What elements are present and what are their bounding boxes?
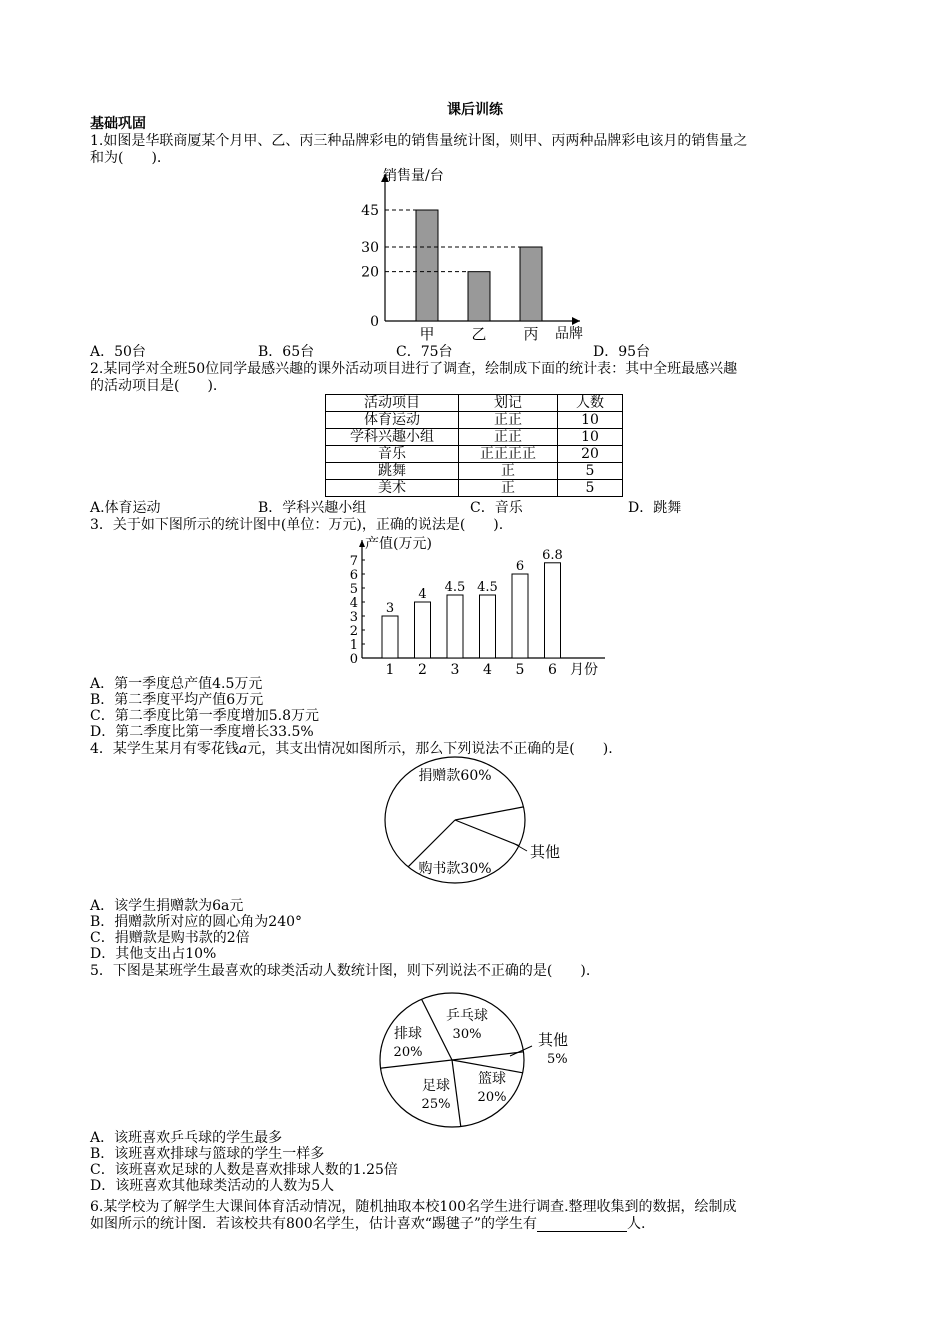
table-cell: 正正: [459, 412, 558, 429]
data-label: 4: [418, 587, 427, 602]
x-tick-label: 丙: [523, 325, 539, 343]
y-tick-label: 2: [349, 624, 358, 639]
table-cell: 正: [459, 463, 558, 480]
chart2-bar-chart: [330, 534, 620, 676]
table-cell: 正: [459, 480, 558, 497]
q3-option-c: C．第二季度比第一季度增加5.8万元: [90, 708, 319, 724]
slice-label-basketball-pct: 20%: [477, 1090, 507, 1105]
table-cell: 5: [558, 480, 623, 497]
x-tick-label: 3: [450, 662, 460, 676]
q4-variable-a: a: [238, 741, 248, 757]
table-header-cell: 划记: [459, 395, 558, 412]
q5-option-c: C．该班喜欢足球的人数是喜欢排球人数的1.25倍: [90, 1162, 398, 1178]
chart4-pie-chart: [370, 990, 590, 1130]
x-tick-label: 1: [385, 662, 395, 676]
bar-乙: [468, 272, 490, 321]
q3-option-d: D．第二季度比第一季度增长33.5%: [90, 724, 314, 740]
x-tick-label: 6: [548, 662, 557, 676]
q5-text-line1: 5．下图是某班学生最喜欢的球类活动人数统计图，则下列说法不正确的是( ).: [90, 963, 591, 979]
bar-month-6: [545, 563, 561, 658]
table-row: [326, 412, 623, 429]
chart3-pie-chart: [375, 755, 585, 890]
slice-label-pingpong-pct: 30%: [452, 1027, 482, 1042]
y-axis-label: 产值(万元): [365, 536, 432, 552]
q5-option-b: B．该班喜欢排球与篮球的学生一样多: [90, 1146, 325, 1162]
table-row: [326, 429, 623, 446]
x-tick-label: 乙: [471, 325, 487, 343]
y-tick-label: 1: [349, 638, 358, 653]
table-cell: 体育运动: [326, 412, 459, 429]
q1-option-d: D．95台: [593, 344, 651, 360]
x-axis-label: 月份: [570, 662, 598, 676]
bar-month-4: [480, 595, 496, 658]
slice-label-football-pct: 25%: [421, 1097, 451, 1112]
q1-option-b: B．65台: [258, 344, 315, 360]
answer-blank[interactable]: [537, 1217, 627, 1232]
q4-option-d: D．其他支出占10%: [90, 946, 217, 962]
bar-month-2: [415, 602, 431, 658]
y-tick-label: 30: [361, 240, 379, 256]
y-tick-label: 4: [349, 596, 358, 611]
y-axis-label: 销售量/台: [383, 168, 444, 184]
q4-text-pre: 4．某学生某月有零花钱: [90, 741, 239, 757]
q2-option-d: D．跳舞: [628, 500, 682, 516]
slice-label-basketball: 篮球: [478, 1071, 506, 1087]
bar-month-3: [447, 595, 463, 658]
y-tick-label: 20: [361, 264, 379, 281]
slice-label-football: 足球: [422, 1078, 450, 1094]
data-label: 6.8: [542, 547, 563, 563]
table-cell: 美术: [326, 480, 459, 497]
table-cell: 10: [558, 412, 623, 429]
table-header-cell: 人数: [558, 395, 623, 412]
table-cell: 音乐: [326, 446, 459, 463]
q5-option-a: A．该班喜欢乒乓球的学生最多: [90, 1130, 283, 1146]
y-tick-label: 6: [349, 568, 358, 583]
data-label: 3: [385, 601, 395, 616]
q3-option-a: A．第一季度总产值4.5万元: [90, 676, 263, 692]
slice-label-other: 其他: [538, 1031, 569, 1049]
section-heading: 基础巩固: [90, 116, 146, 132]
table-cell: 学科兴趣小组: [326, 429, 459, 446]
page-title: 课后训练: [447, 102, 503, 118]
data-label: 4.5: [477, 580, 498, 595]
activity-table: [325, 394, 623, 497]
q2-option-b: B．学科兴趣小组: [258, 500, 367, 516]
table-cell: 正正正正: [459, 446, 558, 463]
table-row: [326, 446, 623, 463]
q2-option-a: A.体育运动: [90, 500, 161, 516]
q1-text-line2: 和为( ).: [90, 150, 162, 166]
y-tick-label: 3: [349, 610, 358, 625]
table-header-row: [326, 395, 623, 412]
q2-text-line2: 的活动项目是( ).: [90, 378, 218, 394]
q4-option-a: A．该学生捐赠款为6a元: [90, 898, 244, 914]
y-tick-label: 0: [370, 314, 379, 330]
x-axis-label: 品牌: [555, 326, 583, 342]
slice-label-volleyball-pct: 20%: [393, 1045, 423, 1060]
data-label: 4.5: [444, 580, 466, 595]
slice-label-pingpong: 乒乓球: [446, 1008, 488, 1024]
table-row: [326, 480, 623, 497]
q4-option-c: C．捐赠款是购书款的2倍: [90, 930, 250, 946]
slice-label-books: 购书款30%: [418, 861, 492, 877]
q3-text-line1: 3．关于如下图所示的统计图中(单位：万元)，正确的说法是( ).: [90, 517, 504, 533]
q2-option-c: C．音乐: [470, 500, 523, 516]
q4-text-post: 元，其支出情况如图所示，那么下列说法不正确的是( ).: [247, 741, 613, 757]
q6-text-line2: [90, 1216, 646, 1232]
x-tick-label: 5: [515, 662, 525, 676]
bar-甲: [416, 210, 438, 321]
table-cell: 10: [558, 429, 623, 446]
bar-丙: [520, 247, 542, 321]
x-axis-arrow: [572, 317, 580, 325]
q4-option-b: B．捐赠款所对应的圆心角为240°: [90, 914, 303, 930]
chart1-bar-chart: [340, 160, 610, 345]
table-row: [326, 463, 623, 480]
table-cell: 20: [558, 446, 623, 463]
x-tick-label: 甲: [419, 325, 435, 343]
q6-text-pre: 如图所示的统计图．若该校共有800名学生，估计喜欢“踢毽子”的学生有: [90, 1216, 538, 1232]
bar-month-5: [512, 574, 528, 658]
q6-text-line1: 6.某学校为了解学生大课间体育活动情况，随机抽取本校100名学生进行调查.整理收集到的数据，绘制成: [90, 1199, 737, 1215]
q6-text-post: 人.: [627, 1216, 646, 1232]
y-tick-label: 0: [349, 652, 358, 667]
q3-option-b: B．第二季度平均产值6万元: [90, 692, 264, 708]
y-tick-label: 45: [361, 203, 379, 219]
q2-text-line1: 2.某同学对全班50位同学最感兴趣的课外活动项目进行了调查，绘制成下面的统计表：其中全班最感兴趣: [90, 361, 738, 377]
q1-option-c: C．75台: [396, 344, 453, 360]
slice-label-volleyball: 排球: [394, 1026, 422, 1042]
table-cell: 5: [558, 463, 623, 480]
q5-option-d: D．该班喜欢其他球类活动的人数为5人: [90, 1178, 335, 1194]
y-tick-label: 7: [349, 554, 358, 569]
table-header-cell: 活动项目: [326, 395, 459, 412]
data-label: 6: [515, 559, 525, 574]
y-tick-label: 5: [349, 582, 358, 597]
slice-label-other: 其他: [530, 843, 561, 861]
slice-label-donation: 捐赠款60%: [418, 768, 492, 784]
x-tick-label: 4: [483, 662, 492, 676]
q1-option-a: A．50台: [90, 344, 146, 360]
bar-month-1: [382, 616, 398, 658]
slice-label-other-pct: 5%: [547, 1052, 568, 1067]
q1-text-line1: 1.如图是华联商厦某个月甲、乙、丙三种品牌彩电的销售量统计图，则甲、丙两种品牌彩电该月的销售量之: [90, 133, 748, 149]
table-cell: 跳舞: [326, 463, 459, 480]
table-cell: 正正: [459, 429, 558, 446]
x-tick-label: 2: [418, 662, 427, 676]
